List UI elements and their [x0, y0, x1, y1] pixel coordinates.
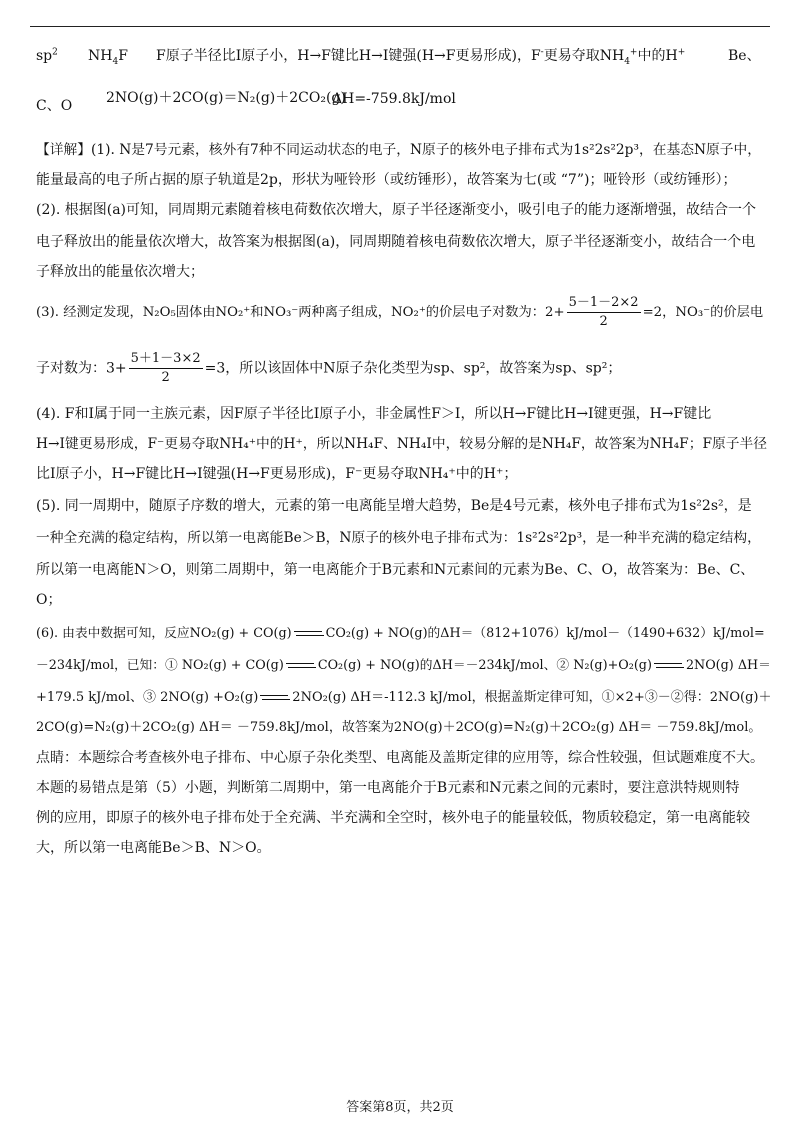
equilibrium-arrow-icon — [286, 662, 316, 670]
page-footer: 答案第8页，共2页 — [346, 1100, 454, 1115]
p6-text-b: CO₂(g) + NO(g)的ΔH＝（812+1076）kJ/mol－（1490+632）kJ/mol= — [325, 626, 765, 641]
detail-p6-line4: 2CO(g)=N₂(g)＋2CO₂(g) ΔH＝ －759.8kJ/mol，故答案为2NO(g)＋2CO(g)=N₂(g)＋2CO₂(g) ΔH＝ －759.8kJ/mol。 — [36, 720, 762, 735]
detail-p6-line1 — [36, 624, 772, 644]
detail-p2-line3: 子释放出的能量依次增大； — [36, 264, 204, 280]
p3-text-c: 子对数为：3+ — [36, 360, 127, 377]
note-line1: 点睛：本题综合考查核外电子排布、中心原子杂化类型、电离能及盖斯定律的应用等，综合性较强，但试题难度不大。 — [36, 750, 764, 766]
answer-delta-h: ΔH=-759.8kJ/mol — [332, 91, 456, 107]
answer-elements-end: C、O — [36, 98, 73, 114]
detail-p1-line1: 【详解】(1). N是7号元素，核外有7种不同运动状态的电子，N原子的核外电子排布式为1s²2s²2p³，在基态N原子中， — [36, 142, 762, 158]
equilibrium-arrow-icon — [654, 662, 684, 670]
answer-hybrid: $sp^2$ — [36, 47, 58, 64]
header-rule — [30, 26, 770, 27]
detail-p4-line2: H→I键更易形成，F⁻更易夺取NH₄⁺中的H⁺，所以NH₄F、NH₄I中，较易分解的是NH₄F，故答案为NH₄F；F原子半径 — [36, 436, 768, 452]
answer-compound: $NH_4F$ — [88, 48, 128, 67]
p6-text-d: CO₂(g) + NO(g)的ΔH＝－234kJ/mol、② N₂(g)+O₂(g) — [317, 658, 652, 673]
p3-fraction-1: $\frac{5-1-2\times 2}{2}$ — [568, 295, 639, 329]
p3-text-a: (3). 经测定发现，N₂O₅固体由NO₂⁺和NO₃⁻两种离子组成，NO₂⁺的价层电子对数为：2+ — [36, 305, 565, 320]
p6-text-c: －234kJ/mol，已知：① NO₂(g) + CO(g) — [36, 658, 284, 673]
detail-p5-line4: O； — [36, 592, 62, 608]
detail-p2-line2: 电子释放出的能量依次增大，故答案为根据图(a)，同周期随着核电荷数依次增大，原子半径逐渐变小，故结合一个电 — [36, 234, 756, 250]
p6-text-g: 2NO₂(g) ΔH＝-112.3 kJ/mol，根据盖斯定律可知，①×2+③－②得：2NO(g)＋ — [292, 690, 772, 705]
detail-p5-line2: 一种全充满的稳定结构，所以第一电离能Be＞B，N原子的核外电子排布式为：1s²2s²2p³，是一种半充满的稳定结构， — [36, 530, 761, 546]
answer-reason: F原子半径比I原子小，H→F键比H→I键强(H→F更易形成)，F-更易夺取$NH_4^+$中的H+ — [156, 47, 686, 67]
detail-p6-line2 — [36, 656, 772, 676]
detail-p5-line1: (5). 同一周期中，随原子序数的增大，元素的第一电离能呈增大趋势，Be是4号元素，核外电子排布式为1s²2s²，是 — [36, 498, 752, 514]
p6-text-f: +179.5 kJ/mol、③ 2NO(g) +O₂(g) — [36, 690, 259, 705]
answer-elements-start: Be、 — [728, 48, 761, 64]
note-line4: 大，所以第一电离能Be＞B、N＞O。 — [36, 840, 271, 856]
detail-p4-line1: (4). F和I属于同一主族元素，因F原子半径比I原子小，非金属性F＞I，所以H→F键比H→I键更强，H→F键比 — [36, 406, 712, 422]
detail-p6-line3 — [36, 688, 772, 708]
answer-equation: 2NO(g)＋2CO(g)＝N₂(g)＋2CO₂(g) — [106, 90, 346, 106]
p3-fraction-2: $\frac{5+1-3\times 2}{2}$ — [130, 351, 201, 385]
p6-text-e: 2NO(g) ΔH＝ — [685, 658, 771, 673]
note-line3: 例的应用，即原子的核外电子排布处于全充满、半充满和全空时，核外电子的能量较低，物质较稳定，第一电离能较 — [36, 810, 750, 826]
p3-text-d: =3，所以该固体中N原子杂化类型为sp、sp²，故答案为sp、sp²； — [204, 360, 622, 377]
p6-text-a: (6). 由表中数据可知，反应NO₂(g) + CO(g) — [36, 626, 292, 641]
detail-p2-line1: (2). 根据图(a)可知，同周期元素随着核电荷数依次增大，原子半径逐渐变小，吸引电子的能力逐渐增强，故结合一个 — [36, 202, 756, 218]
detail-p4-line3: 比I原子小，H→F键比H→I键强(H→F更易形成)，F⁻更易夺取NH₄⁺中的H⁺； — [36, 466, 518, 482]
equilibrium-arrow-icon — [260, 694, 290, 702]
equilibrium-arrow-icon — [294, 630, 324, 638]
detail-p3-line1 — [36, 294, 772, 331]
p3-text-b: =2，NO₃⁻的价层电 — [642, 305, 764, 320]
detail-p1-line2: 能量最高的电子所占据的原子轨道是2p，形状为哑铃形（或纺锤形），故答案为七(或 “7”)；哑铃形（或纺锤形）； — [36, 172, 737, 188]
detail-p3-line2 — [36, 350, 772, 387]
note-line2: 本题的易错点是第（5）小题，判断第二周期中，第一电离能介于B元素和N元素之间的元素时，要注意洪特规则特 — [36, 780, 740, 796]
detail-p5-line3: 所以第一电离能N＞O，则第二周期中，第一电离能介于B元素和N元素间的元素为Be、C、O，故答案为：Be、C、 — [36, 562, 755, 578]
